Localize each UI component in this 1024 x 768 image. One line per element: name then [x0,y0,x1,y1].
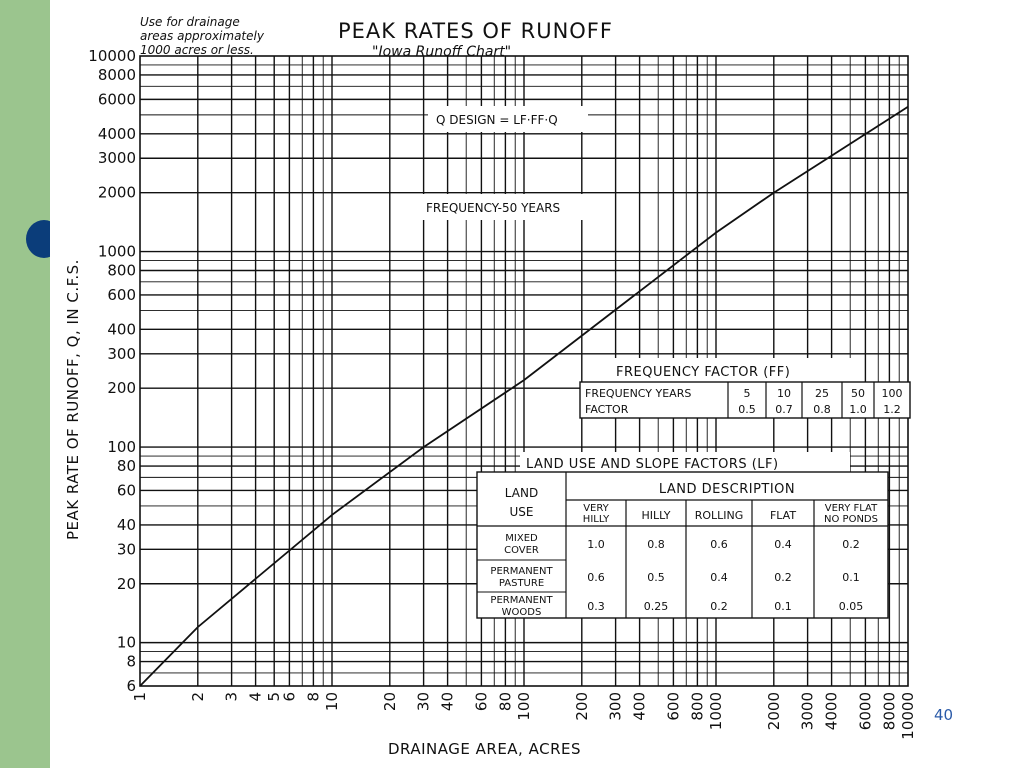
y-tick-label: 30 [116,540,136,559]
y-tick-label: 10 [116,633,136,652]
lf-row-label: PERMANENT [490,566,553,577]
x-tick-label: 6 [280,692,299,702]
x-tick-label: 600 [664,692,683,721]
x-tick-label: 20 [380,692,399,712]
chart-subtitle: "Iowa Runoff Chart" [372,44,512,60]
lf-value-cell: 0.6 [587,571,605,584]
chart-title: PEAK RATES OF RUNOFF [338,19,613,43]
x-tick-label: 2000 [764,692,783,731]
y-tick-label: 6000 [97,90,136,109]
lf-value-cell: 0.05 [838,600,864,613]
lf-value-cell: 0.25 [643,600,669,613]
x-tick-label: 40 [438,692,457,712]
lf-value-cell: 0.2 [710,600,728,613]
chart-overlay-layer [420,106,612,220]
x-tick-label: 8000 [880,692,899,731]
x-tick-label: 10 [323,692,341,712]
lf-row-label: PERMANENT [490,595,553,606]
lf-value-cell: 0.2 [842,538,860,551]
chart-note-line-2: areas approximately [140,29,264,43]
y-tick-label: 1000 [97,242,136,261]
x-tick-label: 400 [630,692,649,721]
lf-column-header: NO PONDS [824,514,878,525]
lf-column-header: VERY [583,503,609,514]
y-tick-label: 60 [116,481,136,500]
lf-value-cell: 0.8 [647,538,665,551]
x-tick-label: 1 [131,692,149,702]
lf-value-cell: 0.5 [647,571,665,584]
lf-row-label: WOODS [501,607,542,618]
ff-factor-cell: 1.0 [849,403,867,416]
lf-table-title: LAND USE AND SLOPE FACTORS (LF) [526,457,779,472]
lf-row-label: MIXED [505,533,538,544]
x-tick-label: 100 [515,692,533,721]
ff-row-label: FACTOR [585,403,629,416]
ff-row-label: FREQUENCY YEARS [585,387,692,400]
design-formula: Q DESIGN = LF·FF·Q [436,113,558,127]
y-tick-label: 4000 [97,124,136,143]
y-tick-label: 10000 [88,47,136,65]
ff-factor-cell: 0.8 [813,403,831,416]
x-tick-label: 4 [246,692,265,702]
x-tick-label: 3 [222,692,241,702]
x-tick-label: 10000 [899,692,917,740]
x-tick-label: 30 [414,692,433,712]
y-tick-label: 100 [107,438,136,457]
lf-column-header: ROLLING [694,509,744,522]
lf-value-cell: 0.3 [587,600,605,613]
frequency-factor-table [580,358,910,418]
y-tick-label: 800 [107,261,136,280]
lf-value-cell: 1.0 [587,538,605,551]
ff-table-title: FREQUENCY FACTOR (FF) [616,365,791,380]
y-tick-label: 80 [116,457,136,476]
lf-row-label: COVER [504,545,539,556]
x-tick-label: 200 [572,692,591,721]
lf-column-header: HILLY [582,514,610,525]
ff-year-cell: 50 [851,387,865,400]
ff-factor-cell: 0.7 [775,403,793,416]
x-tick-label: 4000 [822,692,841,731]
lf-land-use-header: LAND [504,486,539,500]
ff-factor-cell: 1.2 [883,403,901,416]
y-tick-label: 40 [116,515,136,534]
lf-description-header: LAND DESCRIPTION [658,482,796,497]
lf-column-header: HILLY [641,509,671,522]
ff-factor-cell: 0.5 [738,403,756,416]
y-axis-label: PEAK RATE OF RUNOFF, Q, IN C.F.S. [64,259,82,540]
lf-column-header: VERY FLAT [824,503,878,514]
x-tick-label: 300 [606,692,625,721]
ff-year-cell: 25 [815,387,829,400]
runoff-chart [50,0,938,768]
y-tick-label: 8000 [97,65,136,84]
lf-value-cell: 0.4 [710,571,728,584]
x-tick-label: 3000 [798,692,817,731]
lf-column-header: FLAT [769,509,797,522]
x-tick-label: 2 [188,692,207,702]
x-tick-label: 5 [265,692,284,702]
y-tick-label: 200 [107,379,136,398]
lf-value-cell: 0.1 [774,600,792,613]
x-tick-label: 800 [688,692,707,721]
ff-year-cell: 10 [777,387,791,400]
x-tick-label: 6000 [856,692,875,731]
x-tick-label: 80 [496,692,515,712]
chart-note-line-1: Use for drainage [140,15,240,29]
lf-value-cell: 0.1 [842,571,860,584]
lf-land-use-header: USE [509,505,534,519]
x-axis-label: DRAINAGE AREA, ACRES [388,740,581,758]
ff-year-cell: 100 [881,387,903,400]
y-tick-label: 400 [107,320,136,339]
y-tick-label: 6 [126,677,136,695]
y-tick-label: 20 [116,574,136,593]
lf-row-label: PASTURE [498,578,545,589]
x-tick-label: 8 [304,692,323,702]
y-tick-label: 600 [107,285,136,304]
frequency-label: FREQUENCY-50 YEARS [426,201,561,215]
ff-year-cell: 5 [743,387,751,400]
chart-note-line-3: 1000 acres or less. [140,43,254,57]
lf-value-cell: 0.4 [774,538,792,551]
runoff-chart-frame [50,0,938,768]
x-tick-label: 1000 [707,692,725,731]
lf-value-cell: 0.2 [774,571,792,584]
y-tick-label: 2000 [97,183,136,202]
y-tick-label: 8 [126,652,136,671]
lf-value-cell: 0.6 [710,538,728,551]
slide-side-strip [0,0,50,768]
y-tick-label: 3000 [97,149,136,168]
land-use-table [477,452,888,618]
x-tick-label: 60 [472,692,491,712]
y-tick-label: 300 [107,344,136,363]
slide-page-number: 40 [934,706,954,724]
